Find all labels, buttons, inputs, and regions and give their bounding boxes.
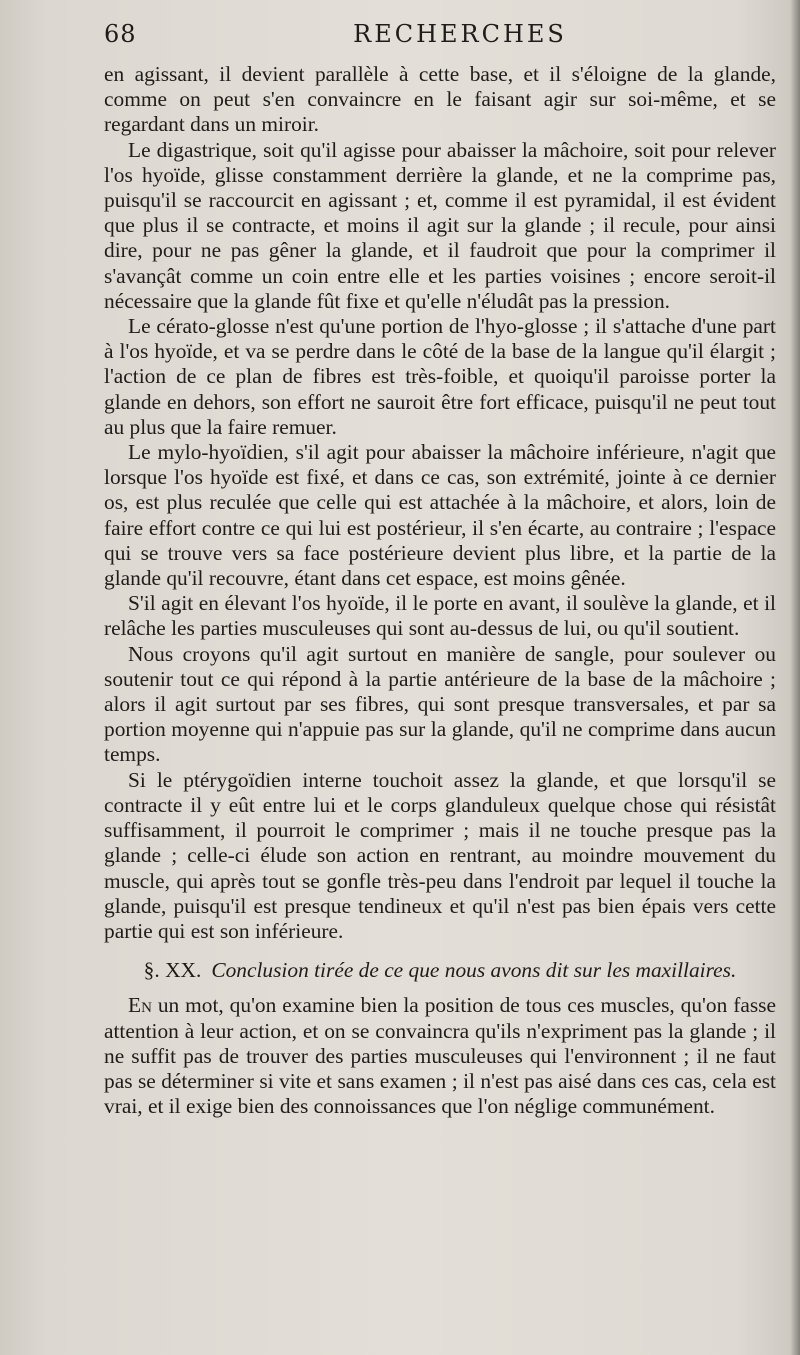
paragraph-pterygoidien: Si le ptérygoïdien interne touchoit assez la glande, et que lorsqu'il se contracte il y eût entre lui et le corps glanduleux quelque chose qui résistât suffisamment, il pourroit le comprimer ; mais il ne touche presque pas la glande ; celle-ci élude son action en rentrant, au moindre mouvement du muscle, qui après tout se gonfle très-peu dans l'endroit par lequel il touche la glande, puisqu'il est presque tendineux et qu'il n'est pas bien épais vers cette partie qui est son inférieure. bbox=[104, 767, 776, 943]
paragraph-elevant-hyoide: S'il agit en élevant l'os hyoïde, il le porte en avant, il soulève la glande, et il relâche les parties musculeuses qui sont au-dessus de lui, ou qu'il soutient. bbox=[104, 591, 776, 641]
section-number: §. XX. bbox=[143, 958, 202, 983]
page-header bbox=[104, 14, 776, 52]
paragraph-mylo-hyoidien: Le mylo-hyoïdien, s'il agit pour abaisser la mâchoire inférieure, n'agit que lorsque l'os hyoïde est fixé, et dans ce cas, son extrémité, jointe à ce dernier os, est plus reculée que celle qui est attachée à la mâchoire, et alors, loin de faire effort contre ce qui lui est postérieur, il s'en écarte, au contraire ; l'espace qui se trouve vers sa face postérieure devient plus libre, et la partie de la glande qu'il recouvre, étant dans cet espace, est moins gênée. bbox=[104, 440, 776, 591]
paragraph-continued: en agissant, il devient parallèle à cette base, et il s'éloigne de la glande, comme on peut s'en convaincre en le faisant agir sur soi-même, et se regardant dans un miroir. bbox=[104, 62, 776, 137]
paragraph-cerato-glosse: Le cérato-glosse n'est qu'une portion de l'hyo-glosse ; il s'attache d'une part à l'os hyoïde, et va se perdre dans le côté de la base de la langue qu'il élargit ; l'action de ce plan de fibres est très-foible, et quoiqu'il paroisse porter la glande en dehors, son effort ne sauroit être fort efficace, puisqu'il ne peut tout au plus que la faire remuer. bbox=[104, 314, 776, 439]
running-head: RECHERCHES bbox=[353, 20, 567, 48]
section-heading bbox=[104, 958, 776, 983]
section-title: Conclusion tirée de ce que nous avons dit sur les maxillaires. bbox=[211, 958, 737, 983]
body-text bbox=[104, 62, 776, 944]
paragraph-sangle: Nous croyons qu'il agit surtout en manière de sangle, pour soulever ou soutenir tout ce qui répond à la partie antérieure de la base de la mâchoire ; alors il agit surtout par ses fibres, qui sont presque transversales, et par sa portion moyenne qui n'appuie pas sur la glande, qu'il ne comprime dans aucun temps. bbox=[104, 641, 776, 767]
page-edge-shadow bbox=[790, 0, 800, 1355]
conclusion-text bbox=[104, 993, 776, 1119]
lead-word: En bbox=[128, 993, 152, 1018]
paragraph-digastrique: Le digastrique, soit qu'il agisse pour abaisser la mâchoire, soit pour relever l'os hyoïde, glisse constamment derrière la glande, et ne la comprime pas, puisqu'il se raccourcit en agissant ; et, comme il est pyramidal, il est évident que plus il se contracte, et moins il agit sur la glande ; il recule, pour ainsi dire, pour ne pas gêner la glande, et il faudroit que pour la comprimer il s'avançât comme un coin entre elle et les parties voisines ; encore seroit-il nécessaire que la glande fût fixe et qu'elle n'éludât pas la pression. bbox=[104, 137, 776, 313]
page-number: 68 bbox=[104, 20, 137, 48]
conclusion-body: un mot, qu'on examine bien la position de tous ces muscles, qu'on fasse attention à leur action, et on se convaincra qu'ils n'expriment pas la glande ; il ne suffit pas de trouver des parties musculeuses qui l'environnent ; il ne faut pas se déterminer si vite et sans examen ; il n'est pas aisé dans ces cas, cela est vrai, et il exige bien des connoissances que l'on néglige communément. bbox=[104, 993, 776, 1119]
paragraph-conclusion bbox=[104, 993, 776, 1119]
